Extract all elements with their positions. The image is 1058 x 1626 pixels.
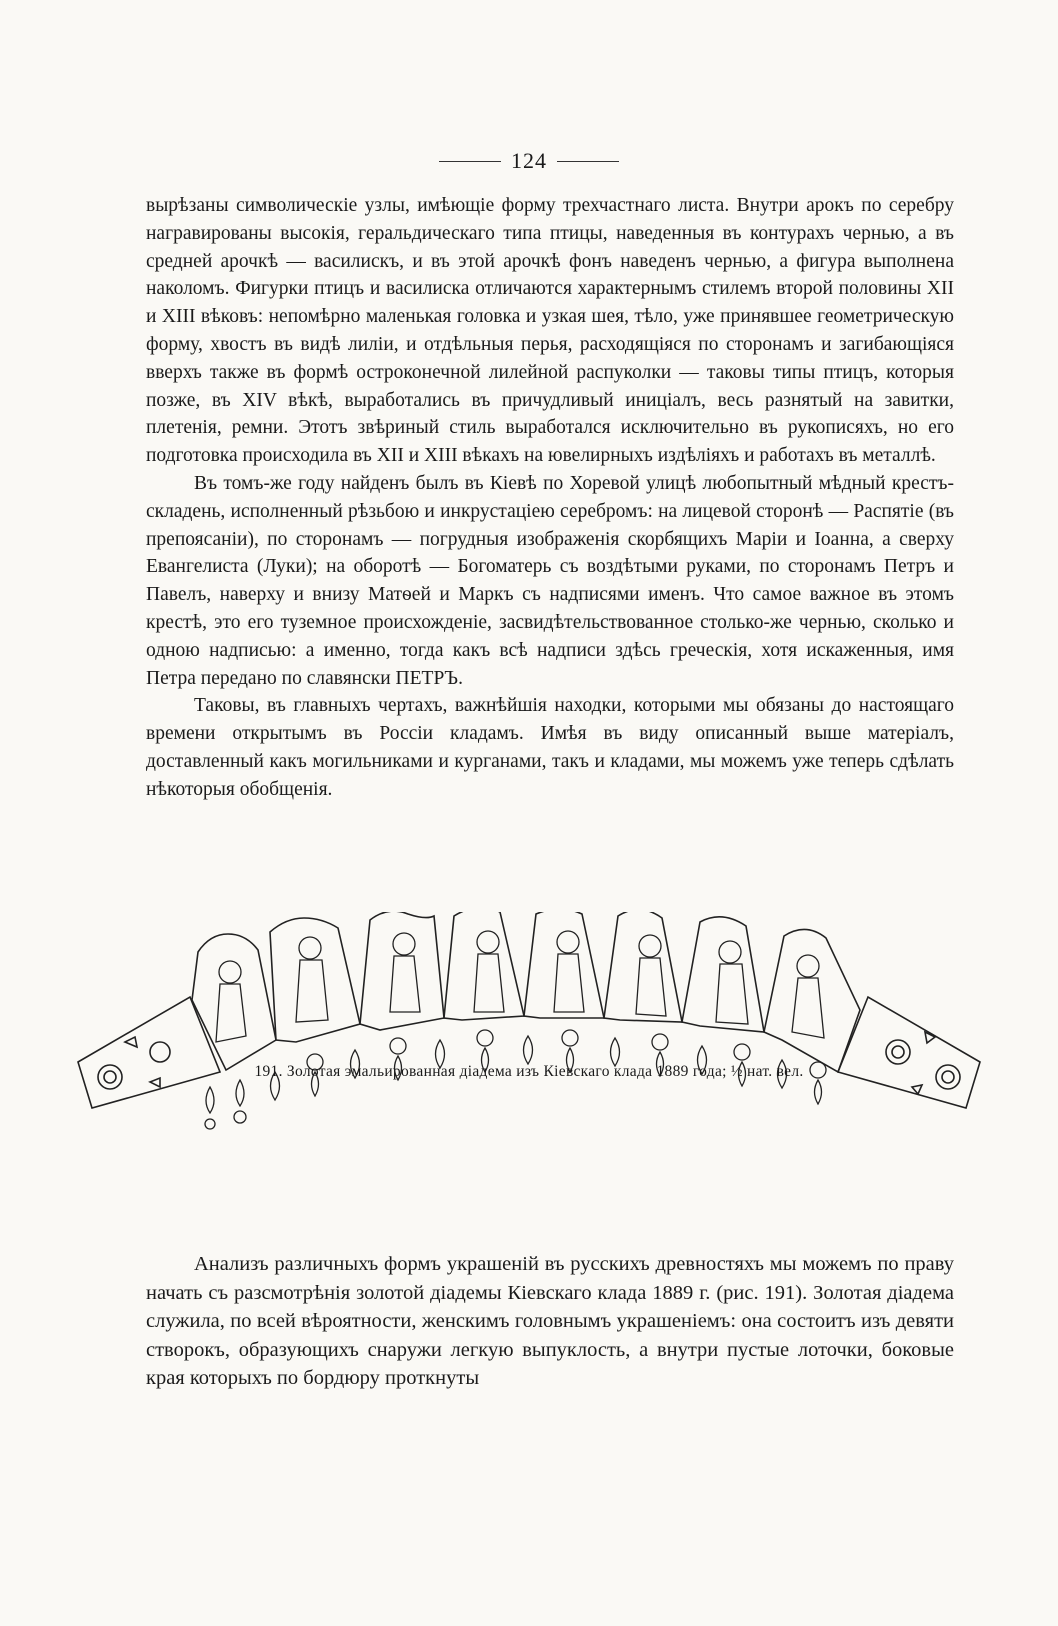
paragraph: вырѣзаны символическіе узлы, имѣющіе форму трехчастнаго листа. Внутри арокъ по серебру награвированы высокія, геральдическаго типа птицы, наведенныя въ контурахъ чернью, а въ средней арочкѣ — василискъ, и въ этой арочкѣ фонъ наведенъ чернью, а фигура выполнена наколомъ. Фигурки птицъ и василиска отличаются характернымъ стилемъ второй половины XII и XIII вѣковъ: непомѣрно маленькая головка и узкая шея, тѣло, уже принявшее геометрическую форму, хвостъ въ видѣ лиліи, и отдѣльныя перья, расходящіяся по сторонамъ и загибающіяся вверхъ также въ формѣ остроконечной лилейной распуколки — таковы типы птицъ, которыя позже, въ XIV вѣкѣ, выработались въ причудливый иниціалъ, весь разнятый на завитки, плетенія, ремни. Этотъ звѣриный стиль выработался исключительно въ рукописяхъ, но его подготовка происходила въ XII и XIII вѣкахъ на ювелирныхъ издѣліяхъ и работахъ въ металлѣ. <box>146 195 954 467</box>
body-text-bottom <box>146 1250 954 1393</box>
header-rule-right <box>557 161 619 162</box>
paragraph: Въ томъ-же году найденъ былъ въ Кіевѣ по Хоревой улицѣ любопытный мѣдный крестъ-складень, исполненный рѣзьбою и инкрустаціею серебромъ: на лицевой сторонѣ — Распятіе (въ препоясаніи), по сторонамъ — погрудныя изображенія скорбящихъ Маріи и Іоанна, а сверху Евангелиста (Луки); на оборотѣ — Богоматерь съ воздѣтыми руками, по сторонамъ Петръ и Павелъ, наверху и внизу Матѳей и Маркъ съ надписями именъ. Что самое важное въ этомъ крестѣ, это его туземное происхожденіе, засвидѣтельствованное столько-же чернью, сколько и одною надписью: а именно, тогда какъ всѣ надписи здѣсь греческія, хотя искаженныя, имя Петра передано по славянски ПЕТРЪ. <box>146 472 954 689</box>
paragraph: Таковы, въ главныхъ чертахъ, важнѣйшія находки, которыми мы обязаны до настоящаго времени открытымъ въ Россіи кладамъ. Имѣя въ виду описанный выше матеріалъ, доставленный какъ могильниками и курганами, такъ и кладами, мы можемъ уже теперь сдѣлать нѣкоторыя обобщенія. <box>146 695 954 800</box>
page-number <box>0 148 1058 174</box>
arched-panels <box>192 912 860 1072</box>
diadem-drawing <box>70 912 988 1172</box>
paragraph: Анализъ различныхъ формъ украшеній въ русскихъ древностяхъ мы можемъ по праву начать съ разсмотрѣнія золотой діадемы Кіевскаго клада 1889 г. (рис. 191). Золотая діадема служила, по всей вѣроятности, женскимъ головнымъ украшеніемъ: она состоитъ изъ девяти створокъ, образующихъ снаружи легкую выпуклость, а внутри пустые лоточки, боковые края которыхъ по бордюру проткнуты <box>146 1253 954 1389</box>
diadem-illustration <box>70 912 988 1172</box>
figure-caption: 191. Золотая эмальированная діадема изъ Кіевскаго клада 1889 года; ½ нат. вел. <box>254 1063 804 1080</box>
page-number-text: 124 <box>511 148 547 173</box>
header-rule-left <box>439 161 501 162</box>
body-text-top <box>146 192 954 804</box>
